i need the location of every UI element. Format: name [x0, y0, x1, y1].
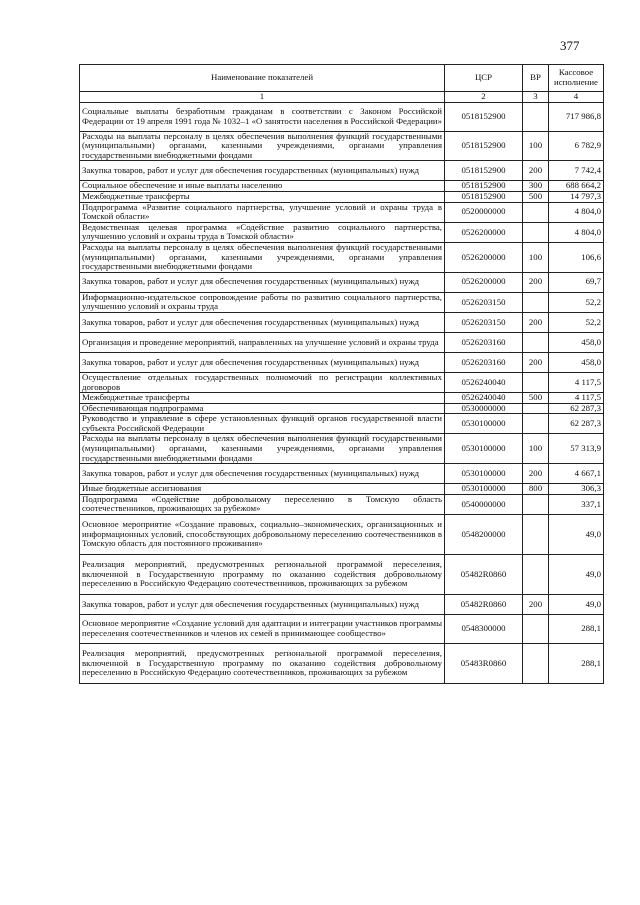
row-vr — [523, 332, 549, 352]
row-csr: 0518152900 — [445, 131, 523, 161]
row-vr: 300 — [523, 181, 549, 192]
col-number-2: 2 — [445, 92, 523, 103]
table-row — [80, 102, 604, 131]
row-amount: 458,0 — [549, 332, 604, 352]
row-name: Подпрограмма «Содействие добровольному переселению в Томскую область соотечественников, проживающих за рубежом» — [80, 494, 445, 514]
table-header-row — [80, 65, 604, 92]
row-amount: 688 664,2 — [549, 181, 604, 192]
row-vr: 100 — [523, 434, 549, 464]
row-csr: 0540000000 — [445, 494, 523, 514]
table-row — [80, 615, 604, 644]
row-amount: 4 667,1 — [549, 464, 604, 484]
table-row — [80, 644, 604, 684]
table-row — [80, 131, 604, 161]
row-vr: 200 — [523, 312, 549, 332]
table-row — [80, 494, 604, 514]
row-csr: 0518152900 — [445, 102, 523, 131]
row-csr: 0548200000 — [445, 515, 523, 555]
row-vr: 500 — [523, 191, 549, 202]
row-csr: 0526203150 — [445, 312, 523, 332]
table-row — [80, 242, 604, 272]
row-name: Закупка товаров, работ и услуг для обеспечения государственных (муниципальных) нужд — [80, 272, 445, 292]
row-amount: 69,7 — [549, 272, 604, 292]
table-row — [80, 403, 604, 414]
row-name: Реализация мероприятий, предусмотренных региональной программой переселения, включенной в Государственную программу по оказанию содействия добровольному переселению в Российскую Федерацию соотечественников, проживающих за рубежом — [80, 644, 445, 684]
row-name: Основное мероприятие «Создание правовых, социально–экономических, организационных и информационных условий, способствующих добровольному переселению соотечественников в Томскую область для постоянного проживания» — [80, 515, 445, 555]
row-amount: 57 313,9 — [549, 434, 604, 464]
row-name: Межбюджетные трансферты — [80, 393, 445, 404]
row-name: Социальные выплаты безработным гражданам в соответствии с Законом Российской Федерации от 19 апреля 1991 года № 1032–1 «О занятости населения в Российской Федерации» — [80, 102, 445, 131]
row-vr — [523, 202, 549, 222]
row-name: Руководство и управление в сфере установленных функций органов государственной власти субъекта Российской Федерации — [80, 414, 445, 434]
row-vr: 200 — [523, 272, 549, 292]
row-csr: 0526203150 — [445, 292, 523, 312]
row-name: Межбюджетные трансферты — [80, 191, 445, 202]
table-row — [80, 191, 604, 202]
row-name: Осуществление отдельных государственных полномочий по регистрации коллективных договоров — [80, 372, 445, 392]
header-vr: ВР — [523, 65, 549, 92]
row-amount: 4 117,5 — [549, 372, 604, 392]
table-row — [80, 464, 604, 484]
row-vr — [523, 102, 549, 131]
row-amount: 62 287,3 — [549, 414, 604, 434]
row-csr: 0520000000 — [445, 202, 523, 222]
row-vr — [523, 403, 549, 414]
row-vr — [523, 644, 549, 684]
header-name: Наименование показателей — [80, 65, 445, 92]
table-row — [80, 312, 604, 332]
row-amount: 306,3 — [549, 484, 604, 495]
table-row — [80, 161, 604, 181]
row-name: Закупка товаров, работ и услуг для обеспечения государственных (муниципальных) нужд — [80, 312, 445, 332]
row-csr: 0526200000 — [445, 222, 523, 242]
row-amount: 6 782,9 — [549, 131, 604, 161]
row-vr — [523, 222, 549, 242]
row-vr: 100 — [523, 131, 549, 161]
row-name: Закупка товаров, работ и услуг для обеспечения государственных (муниципальных) нужд — [80, 352, 445, 372]
row-name: Закупка товаров, работ и услуг для обеспечения государственных (муниципальных) нужд — [80, 595, 445, 615]
row-vr: 800 — [523, 484, 549, 495]
row-vr: 200 — [523, 464, 549, 484]
row-csr: 0518152900 — [445, 181, 523, 192]
page-number: 377 — [560, 38, 580, 53]
row-csr: 0530000000 — [445, 403, 523, 414]
row-name: Расходы на выплаты персоналу в целях обеспечения выполнения функций государственными (муниципальными) органами, казенными учреждениями, органами управления государственными внебюджетными фондами — [80, 242, 445, 272]
row-amount: 49,0 — [549, 595, 604, 615]
row-name: Информационно-издательское сопровождение работы по развитию социального партнерства, улучшению условий и охраны труда — [80, 292, 445, 312]
row-amount: 49,0 — [549, 515, 604, 555]
row-name: Ведомственная целевая программа «Содействие развитию социального партнерства, улучшению условий и охраны труда в Томской области» — [80, 222, 445, 242]
table-row — [80, 272, 604, 292]
row-vr — [523, 515, 549, 555]
row-name: Закупка товаров, работ и услуг для обеспечения государственных (муниципальных) нужд — [80, 464, 445, 484]
row-amount: 4 804,0 — [549, 222, 604, 242]
row-csr: 0518152900 — [445, 161, 523, 181]
row-vr — [523, 414, 549, 434]
row-csr: 05483R0860 — [445, 644, 523, 684]
table-row — [80, 332, 604, 352]
table-row — [80, 352, 604, 372]
row-vr: 200 — [523, 595, 549, 615]
table-row — [80, 414, 604, 434]
table-row — [80, 181, 604, 192]
row-csr: 0518152900 — [445, 191, 523, 202]
row-amount: 49,0 — [549, 555, 604, 595]
row-amount: 7 742,4 — [549, 161, 604, 181]
row-csr: 0530100000 — [445, 464, 523, 484]
col-number-1: 1 — [80, 92, 445, 103]
row-vr — [523, 372, 549, 392]
table-row — [80, 555, 604, 595]
table-row — [80, 222, 604, 242]
row-amount: 4 117,5 — [549, 393, 604, 404]
row-name: Основное мероприятие «Создание условий для адаптации и интеграции участников программы переселения соотечественников и членов их семей в принимающее сообщество» — [80, 615, 445, 644]
row-name: Обеспечивающая подпрограмма — [80, 403, 445, 414]
header-csr: ЦСР — [445, 65, 523, 92]
row-amount: 288,1 — [549, 644, 604, 684]
row-name: Расходы на выплаты персоналу в целях обеспечения выполнения функций государственными (муниципальными) органами, казенными учреждениями, органами управления государственными внебюджетными фондами — [80, 434, 445, 464]
row-csr: 0530100000 — [445, 414, 523, 434]
row-csr: 0526240040 — [445, 393, 523, 404]
row-name: Расходы на выплаты персоналу в целях обеспечения выполнения функций государственными (муниципальными) органами, казенными учреждениями, органами управления государственными внебюджетными фондами — [80, 131, 445, 161]
row-csr: 0526200000 — [445, 272, 523, 292]
row-amount: 52,2 — [549, 312, 604, 332]
row-vr: 200 — [523, 352, 549, 372]
row-name: Реализация мероприятий, предусмотренных региональной программой переселения, включенной в Государственную программу по оказанию содействия добровольному переселению в Российскую Федерацию соотечественников, проживающих за рубежом — [80, 555, 445, 595]
table-row — [80, 292, 604, 312]
row-vr — [523, 555, 549, 595]
row-vr: 500 — [523, 393, 549, 404]
row-csr: 0526200000 — [445, 242, 523, 272]
row-vr: 100 — [523, 242, 549, 272]
row-amount: 717 986,8 — [549, 102, 604, 131]
row-vr — [523, 494, 549, 514]
table-row — [80, 595, 604, 615]
table-row — [80, 372, 604, 392]
row-vr: 200 — [523, 161, 549, 181]
table-row — [80, 393, 604, 404]
row-csr: 05482R0860 — [445, 555, 523, 595]
column-number-row — [80, 92, 604, 103]
row-amount: 337,1 — [549, 494, 604, 514]
row-name: Социальное обеспечение и иные выплаты населению — [80, 181, 445, 192]
table-row — [80, 434, 604, 464]
budget-table — [79, 64, 604, 684]
row-amount: 14 797,3 — [549, 191, 604, 202]
row-csr: 05482R0860 — [445, 595, 523, 615]
row-amount: 288,1 — [549, 615, 604, 644]
row-name: Закупка товаров, работ и услуг для обеспечения государственных (муниципальных) нужд — [80, 161, 445, 181]
row-csr: 0530100000 — [445, 434, 523, 464]
table-row — [80, 515, 604, 555]
row-vr — [523, 292, 549, 312]
col-number-3: 3 — [523, 92, 549, 103]
row-csr: 0548300000 — [445, 615, 523, 644]
row-amount: 52,2 — [549, 292, 604, 312]
row-csr: 0526203160 — [445, 332, 523, 352]
table-row — [80, 202, 604, 222]
row-amount: 4 804,0 — [549, 202, 604, 222]
col-number-4: 4 — [549, 92, 604, 103]
table-row — [80, 484, 604, 495]
row-name: Иные бюджетные ассигнования — [80, 484, 445, 495]
row-amount: 106,6 — [549, 242, 604, 272]
row-csr: 0530100000 — [445, 484, 523, 495]
row-csr: 0526240040 — [445, 372, 523, 392]
header-amount: Кассовое исполнение — [549, 65, 604, 92]
row-amount: 62 287,3 — [549, 403, 604, 414]
row-csr: 0526203160 — [445, 352, 523, 372]
row-vr — [523, 615, 549, 644]
row-name: Организация и проведение мероприятий, направленных на улучшение условий и охраны труда — [80, 332, 445, 352]
row-name: Подпрограмма «Развитие социального партнерства, улучшение условий и охраны труда в Томской области» — [80, 202, 445, 222]
row-amount: 458,0 — [549, 352, 604, 372]
